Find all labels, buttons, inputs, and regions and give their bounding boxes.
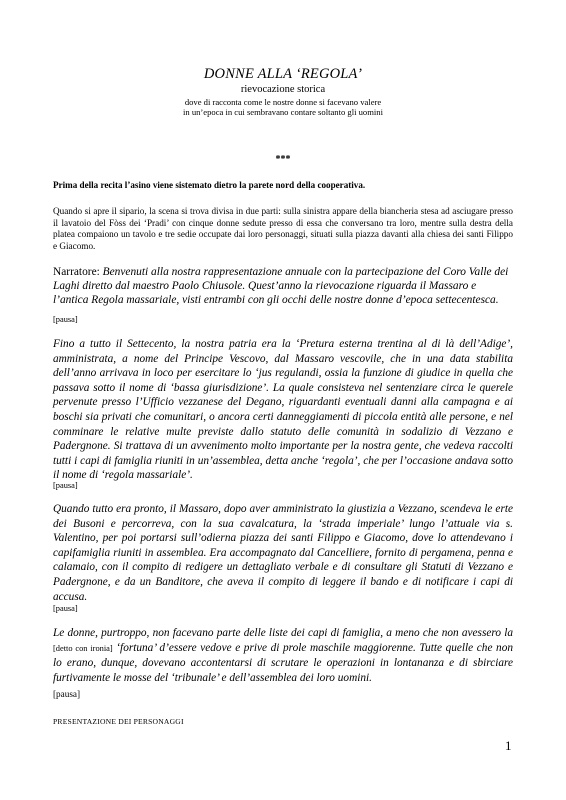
subtitle-line-2: in un’epoca in cui sembravano contare soltanto gli uomini — [183, 107, 383, 117]
narration-paragraph-2: Quando tutto era pronto, il Massaro, dopo aver amministrato la giustizia a Vezzano, scendeva le erte dei Busoni e percorreva, con la sua cavalcatura, la ‘strada imperiale’ lungo l’attuale via s. Valentino, per poi portarsi sull’odierna piazza dei santi Filippo e Giacomo, dove lo attendevano i capifamiglia riuniti in assemblea. Era accompagnato dal Cancelliere, fornito di pergamena, penna e calamaio, con il compito di redigere un dettagliato verbale e di consultare gli Statuti di Vezzano e Padergnone, e da un Banditore, che aveva il compito di leggere il bando e di notificare i capi di accusa. — [53, 503, 513, 603]
paragraph-3-rest: ‘fortuna’ d’essere vedove e prive di prole maschile maggiorenne. Tutte quelle che non lo erano, dunque, dovevano accontentarsi di scrutare le operazioni in lontananza e di sbirciare furtivamente le mosse del ‘tribunale’ e dell’assemblea dei loro uomini. — [53, 641, 514, 684]
subtitle-line-1: dove di racconta come le nostre donne si facevano valere — [184, 97, 382, 107]
pause-marker-3: [pausa] — [53, 604, 78, 613]
narrator-text: Benvenuti alla nostra rappresentazione annuale con la partecipazione del Coro Valle dei Laghi diretto dal maestro Paolo Chiusole. Quest’anno la rievocazione riguarda il Massaro e l’antica Regola massariale, visti entrambi con gli occhi delle nostre donne d’epoca settecentesca. — [53, 266, 509, 307]
page-number: 1 — [505, 738, 512, 753]
play-title: DONNE ALLA ‘REGOLA’ — [203, 66, 363, 82]
narration-paragraph-3 — [53, 626, 513, 685]
narrator-label: Narratore: — [53, 266, 100, 278]
play-subtitle: rievocazione storica — [240, 84, 326, 95]
section-separator: *** — [275, 154, 291, 165]
pause-marker-2: [pausa] — [53, 481, 78, 490]
paragraph-3-opening: Le donne, purtroppo, non facevano parte delle liste dei capi di famiglia, a meno che non avessero la — [53, 627, 513, 639]
pause-marker-1: [pausa] — [53, 315, 78, 324]
stage-note-irony: [detto con ironia] — [53, 643, 113, 653]
stage-instruction: Prima della recita l’asino viene sistemato dietro la parete nord della cooperativa. — [53, 180, 366, 190]
narrator-speech — [53, 265, 513, 308]
scene-description: Quando si apre il sipario, la scena si trova divisa in due parti: sulla sinistra appare della biancheria stesa ad asciugare presso il lavatoio del Fòss dei ‘Pradi’ con cinque donne sedute presso di essa che conversano tra loro, mentre sulla destra della platea compaiono un tavolo e tre sedie occupate dai loro personaggi, situati sulla piazza davanti alla chiesa dei santi Filippo e Giacomo. — [53, 206, 513, 251]
pause-marker-4: [pausa] — [53, 689, 81, 699]
narration-paragraph-1: Fino a tutto il Settecento, la nostra patria era la ‘Pretura esterna trentina al di là dell’Adige’, amministrata, a nome del Principe Vescovo, dal Massaro vescovile, che in una data stabilita dell’anno arrivava in loco per esercitare lo ‘jus regulandi, ossia la funzione di giudice in quella che passava sotto il nome di ‘bassa giurisdizione’. La quale consisteva nel sentenziare circa le querele pervenute presso l’Ufficio vezzanese del Degano, riguardanti eventuali danni alla campagna e ai boschi sia privati che comunitari, o ancora certi danneggiamenti di piccola entità alle persone, e nel comminare le relative multe previste dallo statuto delle comunità in sodalizio di Vezzano e Padergnone. Si trattava di un avvenimento molto importante per la nostra gente, che vedeva raccolti tutti i capi di famiglia riuniti in un’assemblea, detta anche ‘regola’, che per l’occasione andava sotto il nome di ‘regola massariale’. — [53, 338, 513, 482]
characters-heading: PRESENTAZIONE DEI PERSONAGGI — [53, 717, 184, 726]
